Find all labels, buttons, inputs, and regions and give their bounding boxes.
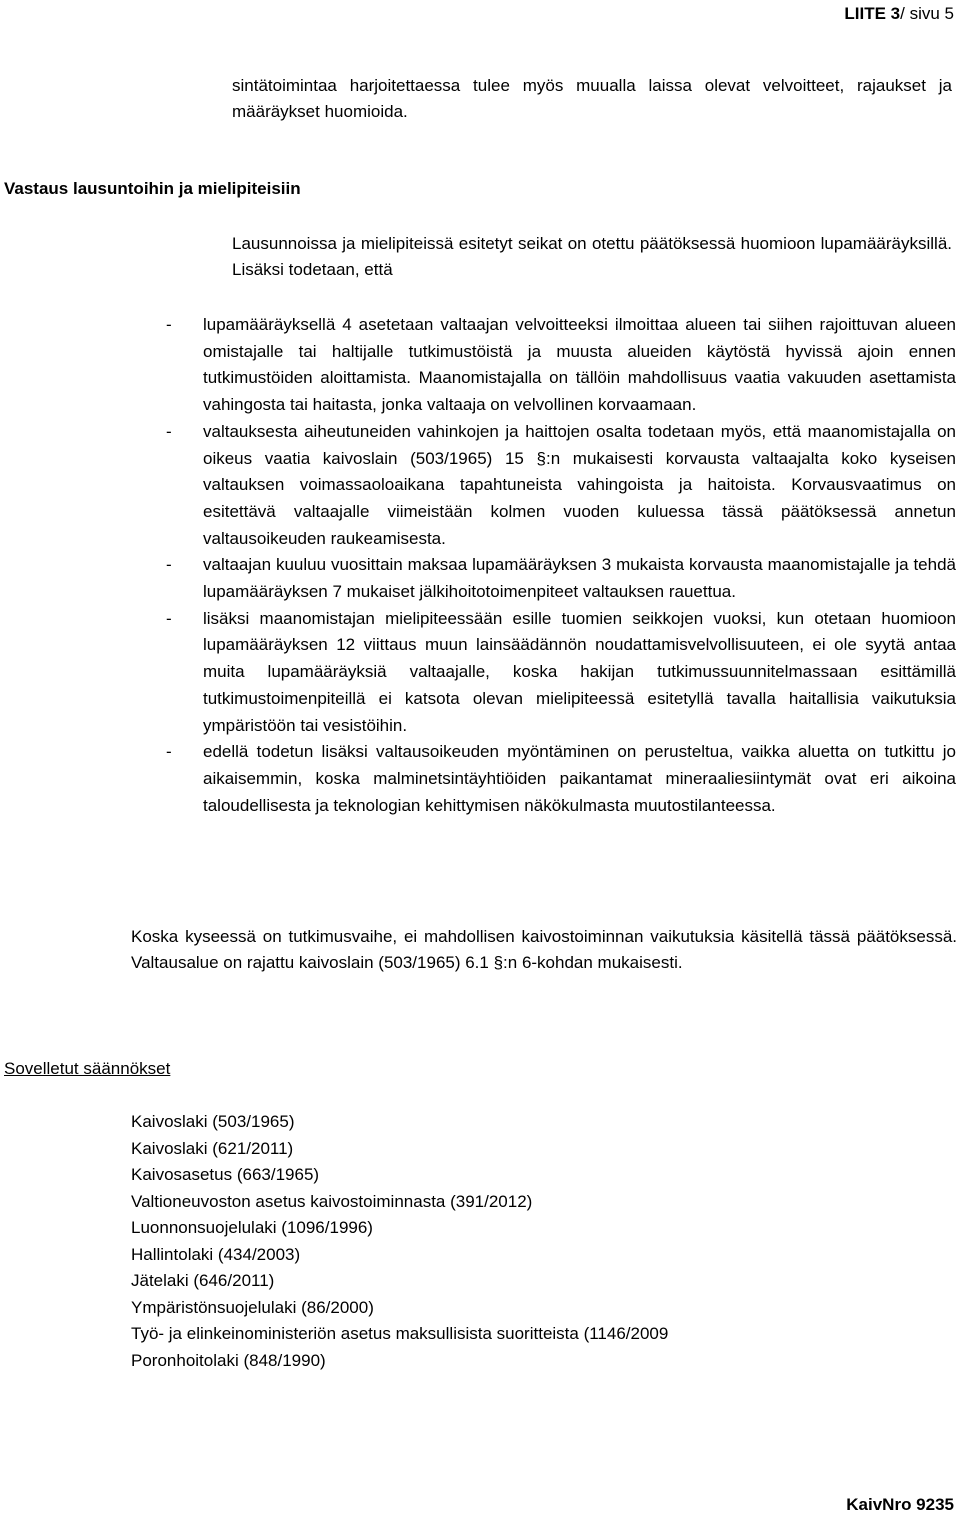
bullet-item: - lisäksi maanomistajan mielipiteessään esille tuomien seikkojen vuoksi, kun otetaan huomioon lupamääräyksen 12 viittaus muun lainsäädännön noudattamisvelvollisuuteen, ei ole syytä antaa muita lupamääräyksiä valtaajalle, koska hakijan tutkimussuunnitelmassaan esittämillä tutkimustoimenpiteillä ei katsota olevan mielipiteessä esitetyllä tavalla haitallisia vaikutuksia ympäristöön tai vesistöihin. [166, 606, 956, 740]
bullet-dash: - [166, 555, 172, 575]
law-item: Valtioneuvoston asetus kaivostoiminnasta (391/2012) [131, 1191, 533, 1211]
bullet-dash: - [166, 315, 172, 334]
law-item: Luonnonsuojelulaki (1096/1996) [131, 1218, 373, 1237]
responses-lead-paragraph: Lausunnoissa ja mielipiteissä esitetyt seikat on otettu päätöksessä huomioon lupamääräyksillä. Lisäksi todetaan, että [232, 234, 952, 279]
section-heading-responses: Vastaus lausuntoihin ja mielipiteisiin [4, 179, 301, 198]
page-header [844, 4, 954, 24]
law-item: Jätelaki (646/2011) [131, 1271, 275, 1290]
responses-bullet-list [166, 312, 956, 819]
law-item: Poronhoitolaki (848/1990) [131, 1350, 326, 1370]
law-item: Kaivosasetus (663/1965) [131, 1165, 320, 1184]
law-item: Työ- ja elinkeinoministeriön asetus maksullisista suoritteista (1146/2009 [131, 1324, 669, 1343]
section-heading-applied-provisions: Sovelletut säännökset [4, 1059, 171, 1078]
law-item: Hallintolaki (434/2003) [131, 1244, 301, 1264]
page-number: / sivu 5 [900, 4, 954, 23]
bullet-dash: - [166, 742, 172, 762]
law-item: Ympäristönsuojelulaki (86/2000) [131, 1297, 374, 1317]
intro-paragraph: sintätoimintaa harjoitettaessa tulee myös muualla laissa olevat velvoitteet, rajaukset ja määräykset huomioida. [232, 76, 952, 121]
document-reference: KaivNro 9235 [846, 1495, 954, 1514]
bullet-dash: - [166, 608, 172, 628]
bullet-dash: - [166, 421, 172, 441]
bullet-item: - edellä todetun lisäksi valtausoikeuden myöntäminen on perusteltua, vaikka aluetta on tutkittu jo aikaisemmin, koska malminetsintäyhtiöiden paikantamat mineraaliesiintymät ovat eri aikoina taloudellisesta ja teknologian kehittymisen näkökulmasta muutostilanteessa. [166, 739, 956, 819]
closing-paragraph: Koska kyseessä on tutkimusvaihe, ei mahdollisen kaivostoiminnan vaikutuksia käsitellä tässä päätöksessä. Valtausalue on rajattu kaivoslain (503/1965) 6.1 §:n 6-kohdan mukaisesti. [131, 927, 957, 972]
appendix-label: LIITE 3 [844, 4, 901, 23]
bullet-item: - lupamääräyksellä 4 asetetaan valtaajan velvoitteeksi ilmoittaa alueen tai siihen rajoittuvan alueen omistajalle tai haltijalle tutkimustöistä ja muusta alueiden käytöstä hyvissä ajoin ennen tutkimustöiden aloittamista. Maanomistajalla on tällöin mahdollisuus vaatia vakuuden asettamista vahingosta tai haitasta, jonka valtaaja on velvollinen korvaamaan. [166, 312, 956, 419]
bullet-item: - valtauksesta aiheutuneiden vahinkojen ja haittojen osalta todetaan myös, että maanomistajalla on oikeus vaatia kaivoslain (503/1965) 15 §:n mukaisesti korvausta valtaajalta koko kyseisen valtauksen voimassaoloaikana tapahtuneista vahingoista ja haitoista. Korvausvaatimus on esitettävä valtaajalle viimeistään kolmen vuoden kuluessa tässä päätöksessä annetun valtausoikeuden raukeamisesta. [166, 419, 956, 553]
law-item: Kaivoslaki (621/2011) [131, 1138, 294, 1158]
applied-provisions-list [131, 1109, 668, 1374]
bullet-item: - valtaajan kuuluu vuosittain maksaa lupamääräyksen 3 mukaista korvausta maanomistajalle ja tehdä lupamääräyksen 7 mukaiset jälkihoitotoimenpiteet valtauksen rauettua. [166, 552, 956, 605]
law-item: Kaivoslaki (503/1965) [131, 1112, 295, 1131]
